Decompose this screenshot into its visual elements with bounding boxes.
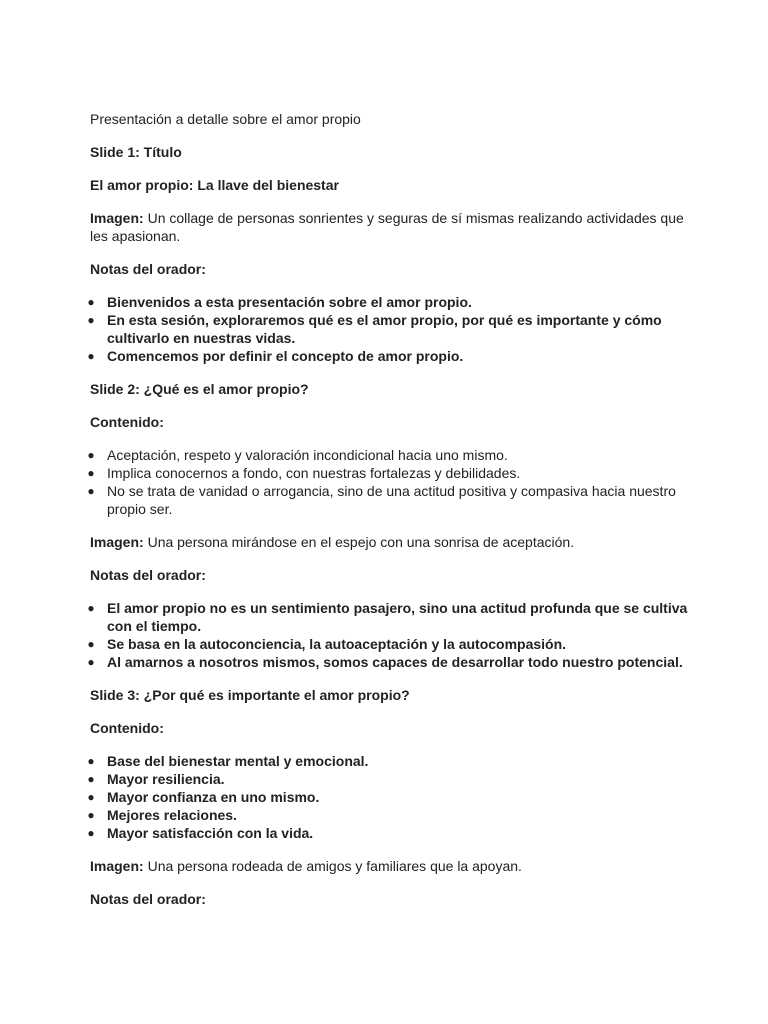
list-item: ● No se trata de vanidad o arrogancia, sino de una actitud positiva y compasiva hacia nuestro propio ser. xyxy=(90,482,698,518)
list-item: ● Aceptación, respeto y valoración incondicional hacia uno mismo. xyxy=(90,446,698,464)
slide1-image-description xyxy=(90,209,698,245)
bullet-icon: ● xyxy=(87,655,95,669)
bullet-icon: ● xyxy=(87,484,95,498)
image-label: Imagen: xyxy=(90,210,144,226)
image-text: Un collage de personas sonrientes y seguras de sí mismas realizando actividades que les apasionan. xyxy=(90,210,684,244)
slide2-heading: Slide 2: ¿Qué es el amor propio? xyxy=(90,381,309,397)
list-item: ● Comencemos por definir el concepto de amor propio. xyxy=(90,347,698,365)
slide3-notes-label: Notas del orador: xyxy=(90,891,206,907)
slide1-heading: Slide 1: Título xyxy=(90,144,182,160)
bullet-icon: ● xyxy=(87,826,95,840)
slide3-content-label: Contenido: xyxy=(90,720,164,736)
bullet-icon: ● xyxy=(87,349,95,363)
bullet-icon: ● xyxy=(87,790,95,804)
image-text: Una persona mirándose en el espejo con una sonrisa de aceptación. xyxy=(143,534,575,550)
slide3-heading: Slide 3: ¿Por qué es importante el amor propio? xyxy=(90,687,410,703)
slide2-notes-list xyxy=(87,599,698,671)
list-item: ● Se basa en la autoconciencia, la autoaceptación y la autocompasión. xyxy=(90,635,698,653)
list-item: ● Mayor resiliencia. xyxy=(90,770,698,788)
slide1-title: El amor propio: La llave del bienestar xyxy=(90,177,339,193)
bullet-icon: ● xyxy=(87,448,95,462)
image-label: Imagen: xyxy=(90,534,144,550)
image-label: Imagen: xyxy=(90,858,144,874)
list-item: ● El amor propio no es un sentimiento pasajero, sino una actitud profunda que se cultiva con el tiempo. xyxy=(90,599,698,635)
slide2-content-label: Contenido: xyxy=(90,414,164,430)
slide1-notes-list xyxy=(87,293,698,365)
list-item: ● Mayor satisfacción con la vida. xyxy=(90,824,698,842)
slide1-notes-label: Notas del orador: xyxy=(90,261,206,277)
slide3-content-list xyxy=(87,752,698,842)
bullet-icon: ● xyxy=(87,295,95,309)
bullet-icon: ● xyxy=(87,772,95,786)
bullet-icon: ● xyxy=(87,808,95,822)
bullet-icon: ● xyxy=(87,637,95,651)
slide2-content-list xyxy=(87,446,698,518)
list-item: ● Al amarnos a nosotros mismos, somos capaces de desarrollar todo nuestro potencial. xyxy=(90,653,698,671)
bullet-icon: ● xyxy=(87,466,95,480)
list-item: ● En esta sesión, exploraremos qué es el amor propio, por qué es importante y cómo cultivarlo en nuestras vidas. xyxy=(90,311,698,347)
list-item: ● Mayor confianza en uno mismo. xyxy=(90,788,698,806)
bullet-icon: ● xyxy=(87,601,95,615)
bullet-icon: ● xyxy=(87,754,95,768)
list-item: ● Implica conocernos a fondo, con nuestras fortalezas y debilidades. xyxy=(90,464,698,482)
slide2-image-description xyxy=(90,533,698,551)
list-item: ● Base del bienestar mental y emocional. xyxy=(90,752,698,770)
image-text: Una persona rodeada de amigos y familiares que la apoyan. xyxy=(143,858,522,874)
list-item: ● Mejores relaciones. xyxy=(90,806,698,824)
bullet-icon: ● xyxy=(87,313,95,327)
document-title: Presentación a detalle sobre el amor propio xyxy=(90,111,361,127)
slide2-notes-label: Notas del orador: xyxy=(90,567,206,583)
list-item: ● Bienvenidos a esta presentación sobre el amor propio. xyxy=(90,293,698,311)
slide3-image-description xyxy=(90,857,698,875)
